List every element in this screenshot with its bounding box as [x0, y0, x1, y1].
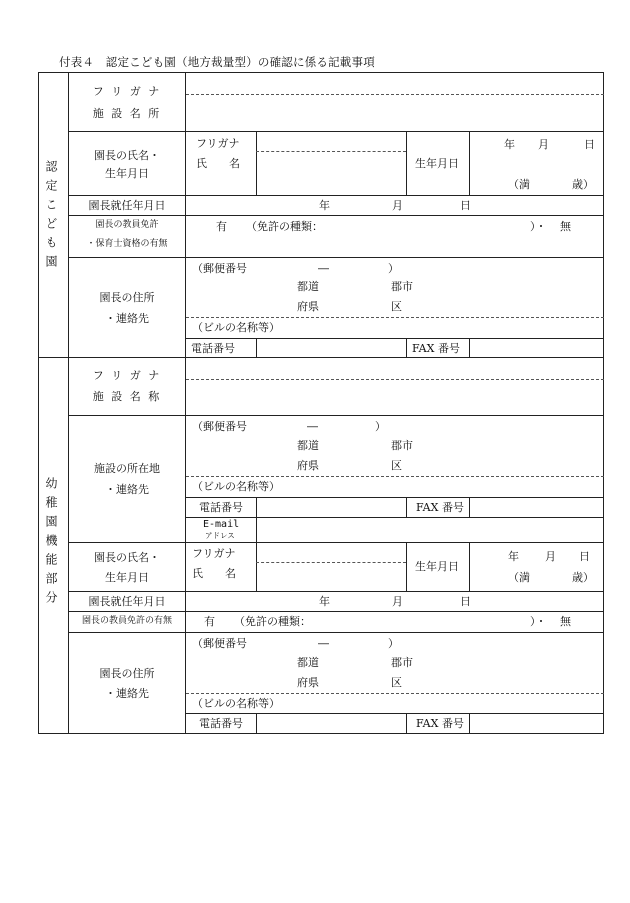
- furigana-label: フ リ ガ ナ: [92, 85, 162, 98]
- facility-name-label: 施 設 名 所: [92, 107, 162, 120]
- license-label-1: 園長の教員免許: [95, 220, 159, 230]
- age-close-label: 歳）: [572, 178, 594, 191]
- month-label-2: 月: [545, 550, 556, 563]
- license-yes-2[interactable]: 有: [204, 615, 215, 628]
- postal-dash-3: ―: [318, 637, 329, 650]
- address-label-2: ・連絡先: [105, 312, 149, 325]
- phone-field-3[interactable]: [257, 714, 405, 733]
- postal-dash-2: ―: [307, 420, 318, 433]
- fax-label-3: FAX 番号: [416, 717, 464, 730]
- phone-label: 電話番号: [191, 342, 235, 355]
- ku-label-3: 区: [391, 676, 402, 689]
- facility-name-label-2: 施 設 名 称: [92, 390, 162, 403]
- todo-label-3: 都道: [297, 656, 319, 669]
- director-birth-label: 生年月日: [105, 167, 149, 180]
- location-label-1: 施設の所在地: [94, 462, 160, 475]
- month-label: 月: [538, 138, 549, 151]
- appointment-day: 日: [460, 199, 471, 212]
- license-label-2: ・保育士資格の有無: [86, 239, 168, 249]
- phone-field-2[interactable]: [257, 498, 405, 515]
- appointment-month-2: 月: [392, 595, 403, 608]
- postal-label: （郵便番号: [192, 262, 247, 275]
- director-name-field-2[interactable]: [257, 564, 406, 590]
- building-label-3: （ビルの名称等）: [192, 697, 280, 710]
- license-no[interactable]: 無: [560, 220, 571, 233]
- license-type-label: （免許の種類：: [246, 220, 323, 233]
- appointment-year: 年: [319, 199, 330, 212]
- day-label-2: 日: [579, 550, 590, 563]
- page-title: 付表４ 認定こども園（地方裁量型）の確認に係る記載事項: [59, 55, 375, 69]
- address-label-2b: ・連絡先: [105, 687, 149, 700]
- todo-label-2: 都道: [297, 439, 319, 452]
- director-name-field[interactable]: [257, 153, 406, 193]
- phone-field[interactable]: [257, 339, 405, 356]
- todo-label: 都道: [297, 280, 319, 293]
- birth-date-label: 生年月日: [415, 157, 459, 170]
- postal-dash: ―: [318, 262, 329, 275]
- postal-close-3: ）: [388, 637, 399, 650]
- year-label-2: 年: [508, 550, 519, 563]
- address-label-1: 園長の住所: [99, 291, 155, 304]
- appointment-month: 月: [392, 199, 403, 212]
- day-label: 日: [584, 138, 595, 151]
- fuken-label-3: 府県: [297, 676, 319, 689]
- fax-field[interactable]: [470, 339, 603, 356]
- postal-label-3: （郵便番号: [192, 637, 247, 650]
- furigana-label-2: フ リ ガ ナ: [92, 369, 162, 382]
- shimei-label-2: 氏 名: [192, 567, 236, 580]
- age-open-label: （満: [508, 178, 530, 191]
- postal-label-2: （郵便番号: [192, 420, 247, 433]
- director-birth-label-2: 生年月日: [105, 571, 149, 584]
- ku-label: 区: [391, 300, 402, 313]
- appointment-year-2: 年: [319, 595, 330, 608]
- postal-close-2: ）: [375, 420, 386, 433]
- gunshi-label-2: 郡市: [391, 439, 413, 452]
- fax-label-2: FAX 番号: [416, 501, 464, 514]
- director-name-label: 園長の氏名・: [94, 149, 160, 162]
- appointment-day-2: 日: [460, 595, 471, 608]
- ku-label-2: 区: [391, 459, 402, 472]
- phone-label-3: 電話番号: [199, 717, 243, 730]
- appointment-label: 園長就任年月日: [88, 199, 166, 212]
- license-no-2[interactable]: 無: [560, 615, 571, 628]
- postal-close: ）: [388, 262, 399, 275]
- section-label-youchien: 幼稚園機能部分: [44, 477, 58, 610]
- section-label-nintei: 認定こども園: [44, 160, 58, 274]
- furigana-small-label-2: フリガナ: [192, 547, 236, 560]
- gunshi-label-3: 郡市: [391, 656, 413, 669]
- furigana-small-label: フリガナ: [196, 137, 240, 150]
- license-type-label-2: （免許の種類：: [234, 615, 311, 628]
- age-close-label-2: 歳）: [572, 571, 594, 584]
- building-label: （ビルの名称等）: [192, 321, 280, 334]
- phone-label-2: 電話番号: [199, 501, 243, 514]
- fax-label: FAX 番号: [412, 342, 460, 355]
- license-close-2: ）・: [530, 615, 547, 628]
- fuken-label: 府県: [297, 300, 319, 313]
- license-label-2b: 園長の教員免許の有無: [81, 616, 172, 626]
- email-label-sub: アドレス: [205, 531, 235, 540]
- license-close: ）・: [530, 220, 547, 233]
- location-label-2: ・連絡先: [105, 483, 149, 496]
- fax-field-2[interactable]: [470, 498, 603, 515]
- birth-date-label-2: 生年月日: [415, 560, 459, 573]
- email-field[interactable]: [257, 518, 603, 541]
- gunshi-label: 郡市: [391, 280, 413, 293]
- age-open-label-2: （満: [508, 571, 530, 584]
- shimei-label: 氏 名: [196, 157, 240, 170]
- appointment-label-2: 園長就任年月日: [88, 595, 166, 608]
- building-label-2: （ビルの名称等）: [192, 480, 280, 493]
- facility-name-field[interactable]: [186, 96, 603, 130]
- fuken-label-2: 府県: [297, 459, 319, 472]
- fax-field-3[interactable]: [470, 714, 603, 733]
- year-label: 年: [504, 138, 515, 151]
- license-yes[interactable]: 有: [216, 220, 227, 233]
- address-label-1b: 園長の住所: [99, 667, 155, 680]
- email-label: E-mail: [203, 519, 240, 530]
- facility-name-field-2[interactable]: [186, 381, 603, 414]
- director-name-label-2: 園長の氏名・: [94, 551, 160, 564]
